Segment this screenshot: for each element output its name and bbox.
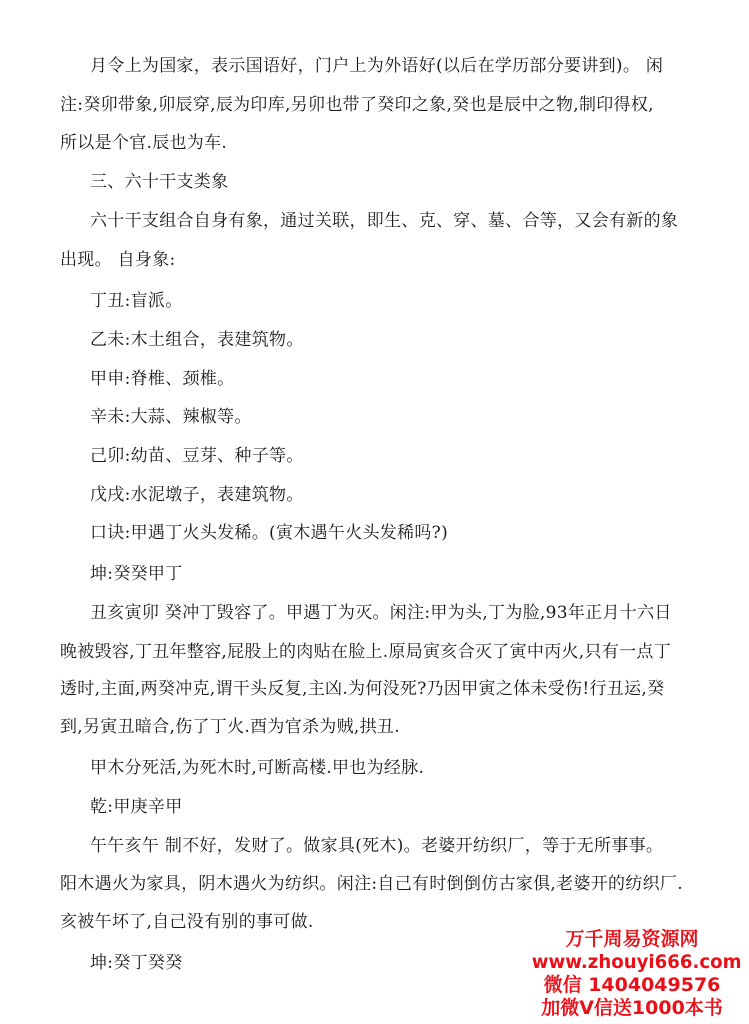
text-line: 辛未:大蒜、辣椒等。 — [90, 407, 252, 427]
watermark-wechat: 微信 1404049576 — [543, 974, 721, 996]
text-line: 戊戌:水泥墩子，表建筑物。 — [90, 485, 304, 505]
text-line: 甲木分死活,为死木时,可断高楼.甲也为经脉. — [90, 758, 425, 778]
text-line: 到,另寅丑暗合,伤了丁火.酉为官杀为贼,拱丑. — [60, 717, 400, 737]
text-line: 出现。 自身象: — [60, 250, 176, 270]
text-line: 亥被午坏了,自己没有别的事可做. — [60, 912, 314, 932]
text-line: 丁丑:盲派。 — [90, 291, 183, 311]
text-line: 乙未:木土组合，表建筑物。 — [90, 330, 304, 350]
text-line: 阳木遇火为家具，阴木遇火为纺织。闲注:自己有时倒倒仿古家俱,老婆开的纺织厂. — [60, 874, 683, 894]
watermark-offer: 加微V信送1000本书 — [541, 997, 723, 1019]
text-line: 乾:甲庚辛甲 — [90, 797, 183, 817]
watermark — [527, 928, 742, 1020]
text-line: 所以是个官.辰也为车. — [60, 133, 228, 153]
text-line: 六十干支组合自身有象，通过关联，即生、克、穿、墓、合等，又会有新的象 — [90, 211, 679, 231]
text-line: 注:癸卯带象,卯辰穿,辰为印库,另卯也带了癸印之象,癸也是辰中之物,制印得权, — [60, 95, 654, 115]
section-heading: 三、六十干支类象 — [90, 172, 229, 192]
text-line: 甲申:脊椎、颈椎。 — [90, 369, 235, 389]
text-line: 晚被毁容,丁丑年整容,屁股上的肉贴在脸上.原局寅亥合灭了寅中丙火,只有一点丁 — [60, 642, 672, 662]
text-line: 坤:癸癸甲丁 — [90, 564, 183, 584]
text-line: 丑亥寅卯 癸冲丁毁容了。甲遇丁为灭。闲注:甲为头,丁为脸,93年正月十六日 — [90, 603, 672, 623]
text-line: 透时,主面,两癸冲克,谓干头反复,主凶.为何没死?乃因甲寅之体未受伤!行丑运,癸 — [60, 679, 665, 699]
text-line: 坤:癸丁癸癸 — [90, 953, 183, 973]
text-line: 月令上为国家，表示国语好，门户上为外语好(以后在学历部分要讲到)。 闲 — [90, 56, 664, 76]
text-line: 午午亥午 制不好，发财了。做家具(死木)。老婆开纺织厂，等于无所事事。 — [90, 836, 664, 856]
text-line: 口诀:甲遇丁火头发稀。(寅木遇午火头发稀吗?) — [90, 523, 449, 543]
watermark-url: www.zhouyi666.com — [531, 951, 742, 973]
text-line: 己卯:幼苗、豆芽、种子等。 — [90, 446, 304, 466]
watermark-site-name: 万千周易资源网 — [565, 928, 699, 950]
